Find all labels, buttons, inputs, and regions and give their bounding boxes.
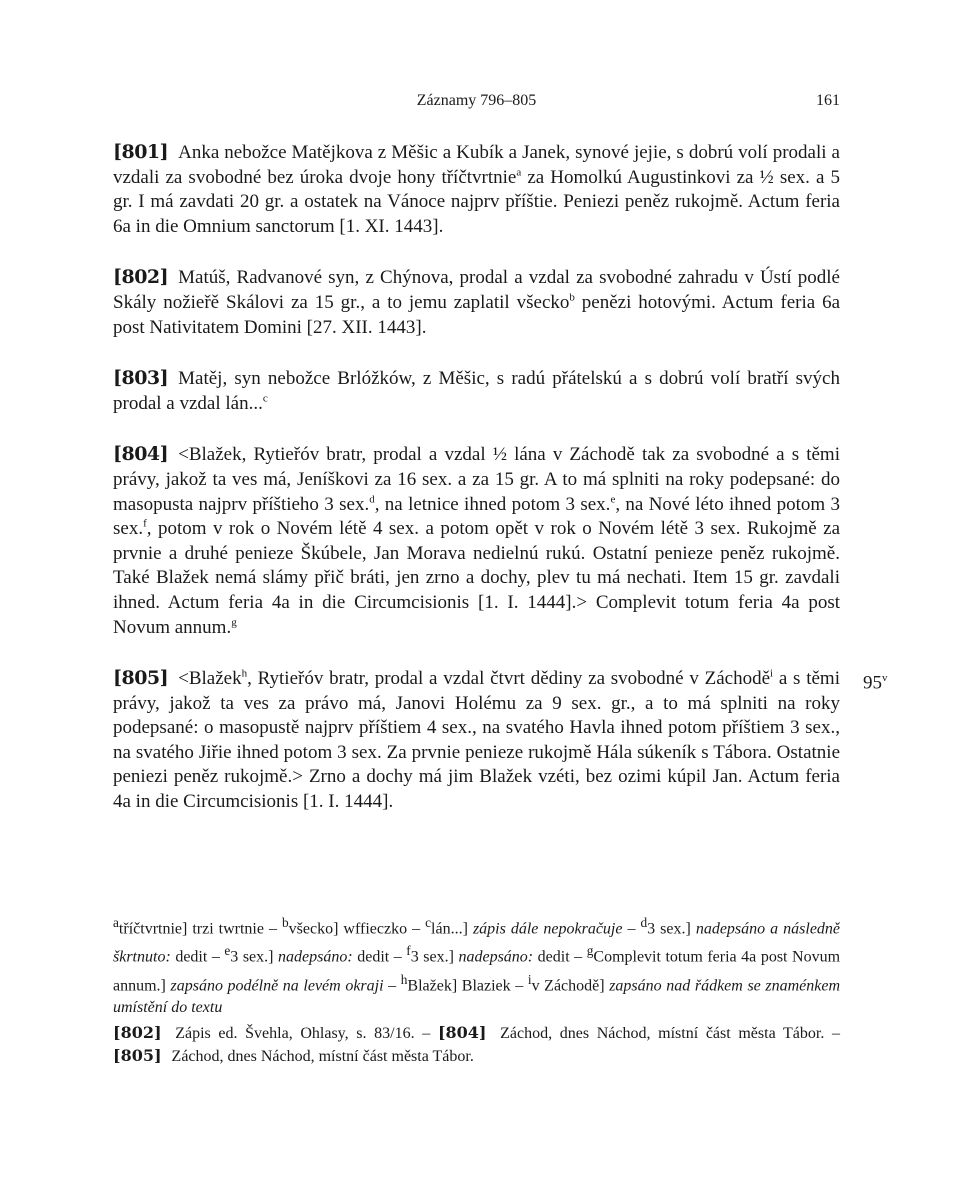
folio-side: v <box>882 672 888 685</box>
entry-number: [805] <box>113 667 169 690</box>
page-number: 161 <box>816 92 840 109</box>
note-number: [804] <box>437 1023 487 1042</box>
entry-text: Anka nebožce Matějkova z Měšic a Kubík a Janek, synové jejie, s dobrú volí prodali a vzdali za svobodné bez úroka dvoje hony tříčtvrtnie$^a$ za Homolkú Augustinkovi za ½ sex. a 5 gr. I má zavdati 20 gr. a ostatek na Vánoce najprv příštie. Peniezi peněz rukojmě. Actum feria 6a in die Omnium sanctorum [1. XI. 1443]. <box>113 142 840 237</box>
entry <box>113 442 840 640</box>
note-text: Záchod, dnes Náchod, místní část města Tábor. <box>171 1048 474 1065</box>
entry <box>113 265 840 340</box>
entry-text: <Blažek$^h$, Rytieřóv bratr, prodal a vzdal čtvrt dědiny za svobodné v Záchodě$^i$ a s těmi právy, jakož ta ves za právo má, Janovi Holému za 9 sex. gr., a to má splniti na roky podepsané: o masopustě najprv příštiem 4 sex., na svatého Havla ihned potom příštiem 3 sex., na svatého Jiřie ihned potom 3 sex. Za prvnie penieze rukojmě Hála súkeník s Tábora. Ostatnie peniezi peněz rukojmě.> Zrno a dochy má jim Blažek vzéti, bez ozimi kúpil Jan. Actum feria 4a in die Circumcisionis [1. I. 1444]. <box>113 667 840 813</box>
entry-number: [802] <box>113 266 169 289</box>
entry-number: [804] <box>113 443 169 466</box>
entries <box>113 140 888 841</box>
note-number: [802] <box>113 1023 162 1042</box>
entry-text: <Blažek, Rytieřóv bratr, prodal a vzdal ½ lána v Záchodě tak za svobodné a s těmi právy, jakož ta ves má, Jeníškovi za 16 sex. a za 15 gr. A to má splniti na roky podepsané: do masopusta najprv příštieho 3 sex.$^d$, na letnice ihned potom 3 sex.$^e$, na Nové léto ihned potom 3 sex.$^f$, potom v rok o Novém létě 4 sex. a potom opět v rok o Novém létě 3 sex. Rukojmě za prvnie a druhé penieze Škúbele, Jan Morava nedielnú rukú. Ostatní penieze peněz rukojmě. Také Blažek nemá slámy přič bráti, jen zrno a dochy, plev tu má nechati. Item 15 gr. zavdali ihned. Actum feria 4a in die Circumcisionis [1. I. 1444].> Complevit totum feria 4a post Novum annum.$^g$ <box>113 444 840 638</box>
note-text: Záchod, dnes Náchod, místní část města Tábor. – <box>500 1025 841 1042</box>
entry <box>113 140 840 239</box>
entry <box>113 666 888 815</box>
margin-folio-number <box>863 666 888 696</box>
note-text: Zápis ed. Švehla, Ohlasy, s. 83/16. – <box>175 1025 431 1042</box>
editorial-notes <box>113 1022 840 1068</box>
entry-text: Matěj, syn nebožce Brlóžków, z Měšic, s radú přátelskú a s dobrú volí bratří svých prodal a vzdal lán...$^c$ <box>113 368 840 414</box>
folio-number: 95 <box>863 672 882 694</box>
note-number: [805] <box>113 1046 162 1065</box>
entry-number: [803] <box>113 367 169 390</box>
critical-apparatus: $^a$tříčtvrtnie] trzi twrtnie – $^b$všecko] wffieczko – $^c$lán...] zápis dále nepokračuje – $^d$3 sex.] nadepsáno a následně škrtnuto: dedit – $^e$3 sex.] nadepsáno: dedit – $^f$3 sex.] nadepsáno: dedit – $^g$Complevit totum feria 4a post Novum annum.] zapsáno podélně na levém okraji – $^h$Blažek] Blaziek – $^i$v Záchodě] zapsáno nad řádkem se znaménkem umístění do textu <box>113 915 841 1016</box>
entry-number: [801] <box>113 141 169 163</box>
running-head-title: Záznamy 796–805 <box>416 92 537 109</box>
entry-text: Matúš, Radvanové syn, z Chýnova, prodal a vzdal za svobodné zahradu v Ústí podlé Skály nožieřě Skálovi za 15 gr., a to jemu zaplatil všecko$^b$ penězi hotovými. Actum feria 6a post Nativitatem Domini [27. XII. 1443]. <box>113 267 841 338</box>
entry <box>113 366 840 416</box>
